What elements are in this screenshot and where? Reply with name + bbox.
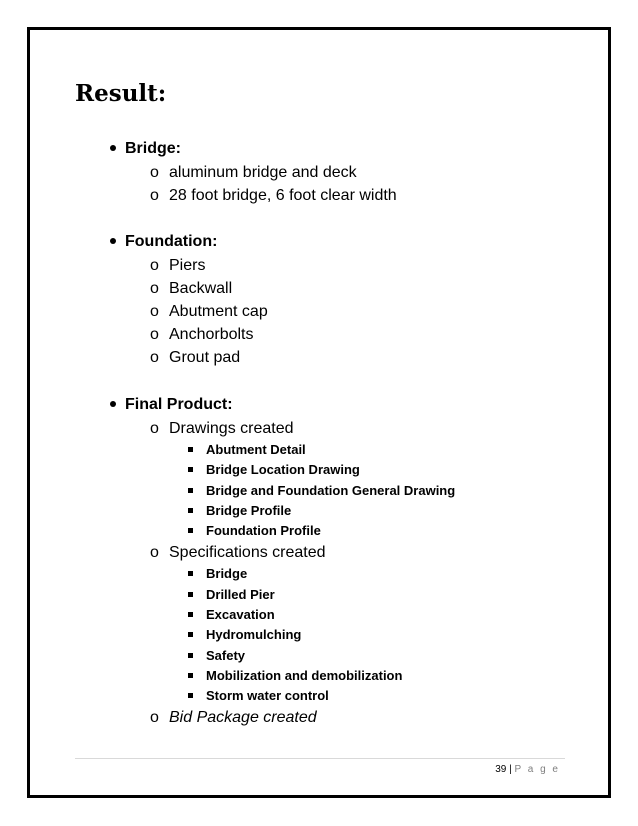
drawing-item: Bridge Location Drawing [188, 462, 360, 477]
spec-item: Safety [188, 648, 245, 663]
square-bullet-icon [188, 488, 193, 493]
bridge-item [110, 140, 181, 158]
drawing-item: Abutment Detail [188, 442, 306, 457]
bridge-label: Bridge: [125, 140, 181, 157]
drawings-created-item: o Drawings created [150, 420, 294, 437]
square-bullet-icon [188, 508, 193, 513]
final-product-item [110, 396, 233, 414]
bullet-icon [110, 145, 116, 151]
footer-separator: | [509, 764, 512, 775]
bid-package-item: o Bid Package created [150, 709, 317, 726]
spec-item: Drilled Pier [188, 587, 275, 602]
square-bullet-icon [188, 528, 193, 533]
square-bullet-icon [188, 612, 193, 617]
foundation-subitem: o Piers [150, 257, 206, 274]
page-heading: Result: [75, 80, 167, 107]
square-bullet-icon [188, 467, 193, 472]
foundation-subitem: o Grout pad [150, 349, 241, 366]
square-bullet-icon [188, 673, 193, 678]
specifications-created-item: o Specifications created [150, 544, 326, 561]
bridge-subitem: o 28 foot bridge, 6 foot clear width [150, 187, 397, 204]
spec-item: Excavation [188, 607, 275, 622]
foundation-item [110, 233, 217, 251]
foundation-subitem: o Backwall [150, 280, 233, 297]
square-bullet-icon [188, 632, 193, 637]
square-bullet-icon [188, 571, 193, 576]
spec-item: Hydromulching [188, 627, 301, 642]
foundation-subitem: o Abutment cap [150, 303, 268, 320]
square-bullet-icon [188, 592, 193, 597]
spec-item: Bridge [188, 566, 247, 581]
page-footer [495, 764, 560, 775]
square-bullet-icon [188, 653, 193, 658]
page-label: P a g e [514, 764, 560, 775]
spec-item: Mobilization and demobilization [188, 668, 402, 683]
drawing-item: Foundation Profile [188, 523, 321, 538]
bullet-icon [110, 401, 116, 407]
bullet-icon [110, 238, 116, 244]
foundation-subitem: o Anchorbolts [150, 326, 254, 343]
square-bullet-icon [188, 447, 193, 452]
footer-rule [75, 758, 565, 759]
drawing-item: Bridge and Foundation General Drawing [188, 483, 455, 498]
bridge-subitem: o aluminum bridge and deck [150, 164, 357, 181]
final-product-label: Final Product: [125, 396, 233, 413]
foundation-label: Foundation: [125, 233, 218, 250]
page-number: 39 [495, 764, 507, 775]
spec-item: Storm water control [188, 688, 329, 703]
drawing-item: Bridge Profile [188, 503, 291, 518]
square-bullet-icon [188, 693, 193, 698]
